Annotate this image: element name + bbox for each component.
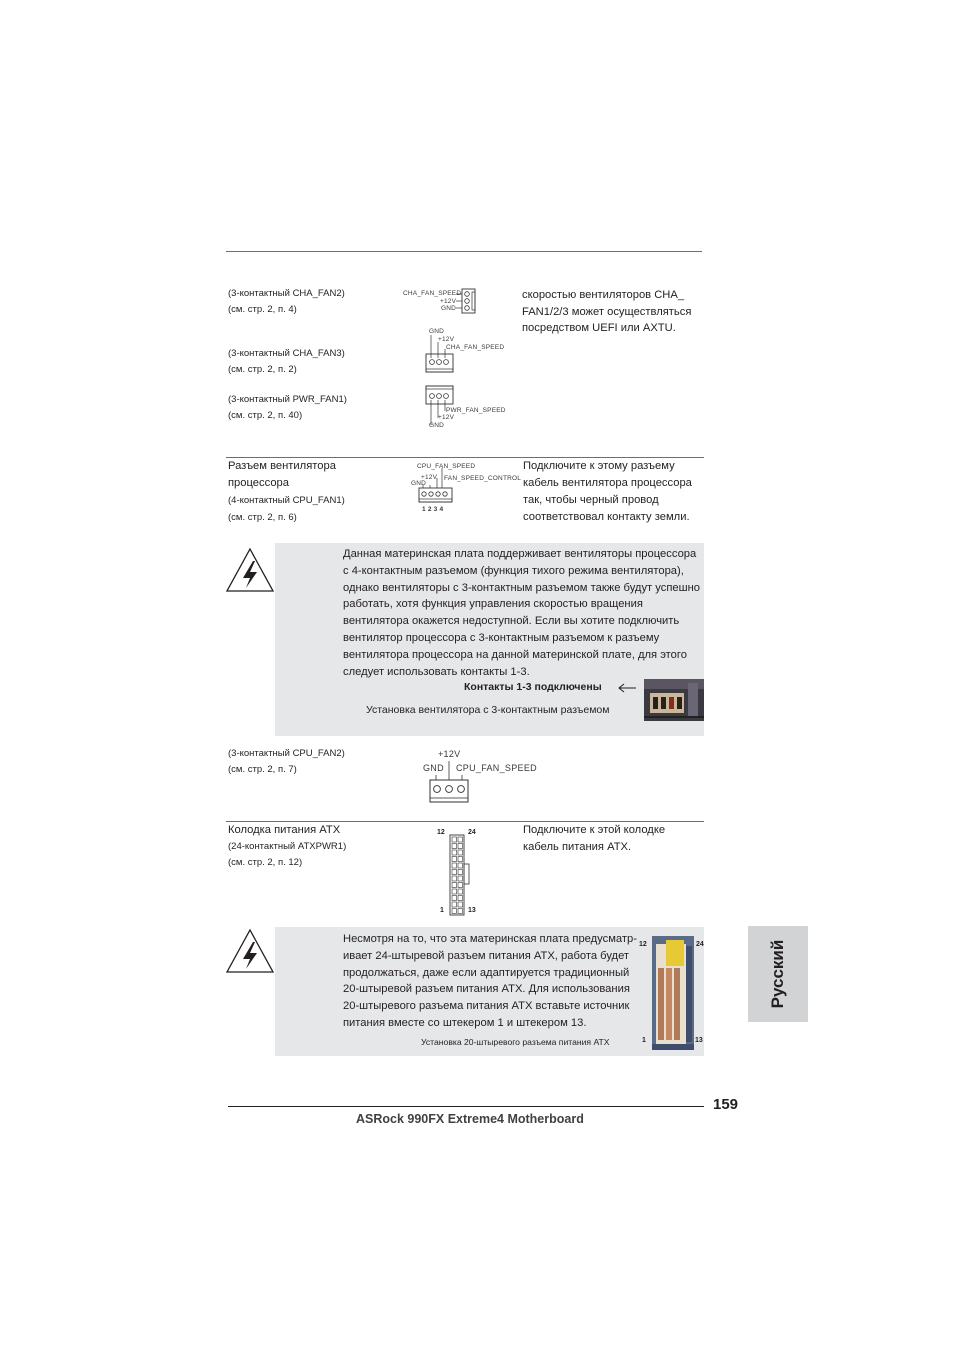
pwr-fan1-ref: (см. стр. 2, п. 40) <box>228 410 303 421</box>
cha-desc-line-3: посредством UEFI или AXTU. <box>522 322 676 334</box>
cha-desc-line-2: FAN1/2/3 может осуществляться <box>522 305 692 318</box>
atx-pin-1: 1 <box>440 907 444 914</box>
cpu-fan1-desc-1: Подключите к этому разъему <box>523 460 675 472</box>
warning1-line-3: однако вентиляторы с 3-контактным разъемом также будут успешно <box>343 581 700 594</box>
warning1-line-1: Данная материнская плата поддерживает вентиляторы процессора <box>343 548 697 560</box>
warning2-line-1: Несмотря на то, что эта материнская плата предусматр- <box>343 933 637 945</box>
cpu-fan2-title: (3-контактный CPU_FAN2) <box>228 748 345 759</box>
warning1-line-5: вентилятора окажется недоступной. Если вы хотите подключить <box>343 615 680 628</box>
warning-icon <box>226 547 274 593</box>
atx-photo-pin-13: 13 <box>695 1037 703 1044</box>
cpu-fan2-label <box>228 746 345 778</box>
cpu-fan1-title-1: Разъем вентилятора <box>228 460 336 472</box>
cpu-fan1-pin-control: FAN_SPEED_CONTROL <box>444 475 522 482</box>
cha-fan3-pin-12v: +12V <box>438 336 455 343</box>
pwr-fan1-title: (3-контактный PWR_FAN1) <box>228 394 347 405</box>
cha-fan2-label <box>228 286 345 318</box>
cha-fan3-title: (3-контактный CHA_FAN3) <box>228 348 345 359</box>
warning2-line-2: ивает 24-штыревой разъем питания ATX, работа будет <box>343 949 630 962</box>
cha-fan2-ref: (см. стр. 2, п. 4) <box>228 304 297 315</box>
warning2-text <box>343 931 637 1032</box>
cpu-fan1-pin-speed: CPU_FAN_SPEED <box>417 463 476 470</box>
cpu-fan2-pin-speed: CPU_FAN_SPEED <box>456 763 537 773</box>
atx-pin-13: 13 <box>468 907 476 914</box>
cha-fan-description <box>522 287 691 337</box>
header-rule <box>226 251 702 252</box>
language-tab <box>748 926 808 1022</box>
language-tab-label: Русский <box>768 939 787 1009</box>
cha-fan2-pin-12v: +12V <box>440 298 457 305</box>
warning1-line-7: вентилятора процессора на данной материнской плате, для этого <box>343 648 687 661</box>
warning2-line-6: питания вместе со штекером 1 и штекером 13. <box>343 1016 587 1029</box>
fan-connector-photo <box>644 679 704 721</box>
pwr-fan1-label <box>228 392 347 424</box>
cha-fan3-ref: (см. стр. 2, п. 2) <box>228 364 297 375</box>
cpu-fan1-description <box>523 458 692 526</box>
warning1-line-8: следует использовать контакты 1-3. <box>343 665 530 678</box>
cpu-fan1-desc-3: так, чтобы черный провод <box>523 494 659 506</box>
cha-fan2-connector-icon <box>456 288 480 316</box>
cpu-fan2-pin-12v: +12V <box>438 749 461 759</box>
cpu-fan2-pin-gnd: GND <box>423 763 444 773</box>
cha-desc-line-1: скоростью вентиляторов CHA_ <box>522 289 685 301</box>
cpu-fan1-type: (4-контактный CPU_FAN1) <box>228 495 345 506</box>
cpu-fan1-desc-4: соответствовал контакту земли. <box>523 511 690 523</box>
atx-label <box>228 822 346 872</box>
cpu-fan1-pin-gnd: GND <box>411 480 427 487</box>
warning2-line-4: 20-штыревой разъем питания ATX. Для использования <box>343 983 630 996</box>
atx-pin-24: 24 <box>468 829 476 836</box>
cpu-fan1-desc-2: кабель вентилятора процессора <box>523 477 692 489</box>
cha-fan3-pin-gnd: GND <box>429 328 445 335</box>
atx-desc-1: Подключите к этой колодке <box>523 824 666 836</box>
cpu-fan1-title-2: процессора <box>228 477 289 489</box>
cpu-fan1-pin-numbers: 1 2 3 4 <box>422 506 444 513</box>
warning2-line-3: продолжаться, даже если адаптируется традиционный <box>343 966 630 979</box>
cpu-fan1-pin-12v: +12V <box>421 474 438 481</box>
cpu-fan2-ref: (см. стр. 2, п. 7) <box>228 764 297 775</box>
pwr-fan1-pin-gnd: GND <box>429 422 445 429</box>
arrow-left-icon <box>617 683 637 693</box>
atx-pin-12: 12 <box>437 829 445 836</box>
warning2-caption: Установка 20-штыревого разъема питания ATX <box>421 1037 610 1047</box>
warning2-line-5: 20-штыревого разъема питания ATX вставьте источник <box>343 1000 630 1013</box>
atx-type: (24-контактный ATXPWR1) <box>228 840 347 852</box>
warning1-line-4: работать, хотя функция управления скоростью вращения <box>343 598 643 611</box>
warning1-line-6: вентилятор процессора с 3-контактным разъемом к разъему <box>343 631 660 644</box>
warning1-text <box>343 546 700 680</box>
atx-description <box>523 822 665 856</box>
cpu-fan1-connector-icon <box>418 468 458 508</box>
cha-fan3-connector-icon <box>425 332 457 374</box>
atx-ref: (см. стр. 2, п. 12) <box>228 857 303 868</box>
pwr-fan1-pin-12v: +12V <box>438 414 455 421</box>
atx-desc-2: кабель питания ATX. <box>523 841 632 853</box>
cha-fan2-pin-speed: CHA_FAN_SPEED <box>403 290 462 297</box>
footer-product: ASRock 990FX Extreme4 Motherboard <box>356 1112 584 1126</box>
atx-connector-photo <box>652 936 694 1050</box>
atx-photo-pin-12: 12 <box>639 941 647 948</box>
warning1-caption: Установка вентилятора с 3-контактным разъемом <box>366 704 610 716</box>
cha-fan3-pin-speed: CHA_FAN_SPEED <box>446 344 505 351</box>
atx-photo-pin-24: 24 <box>696 941 704 948</box>
warning1-line-2: с 4-контактным разъемом (функция тихого режима вентилятора), <box>343 564 684 577</box>
footer-rule <box>228 1106 704 1107</box>
cha-fan2-pin-gnd: GND <box>441 305 457 312</box>
pwr-fan1-pin-speed: PWR_FAN_SPEED <box>446 407 506 414</box>
cpu-fan2-connector-icon <box>428 760 472 806</box>
cpu-fan1-ref: (см. стр. 2, п. 6) <box>228 512 297 523</box>
cpu-fan1-label <box>228 458 345 526</box>
atx-title: Колодка питания ATX <box>228 824 341 836</box>
cha-fan3-label <box>228 346 345 378</box>
warning1-bold-caption: Контакты 1-3 подключены <box>464 681 602 693</box>
atx-connector-icon <box>449 834 473 916</box>
atx-photo-pin-1: 1 <box>642 1037 646 1044</box>
page-number: 159 <box>713 1096 739 1113</box>
cha-fan2-title: (3-контактный CHA_FAN2) <box>228 288 345 299</box>
warning-icon-2 <box>226 928 274 974</box>
